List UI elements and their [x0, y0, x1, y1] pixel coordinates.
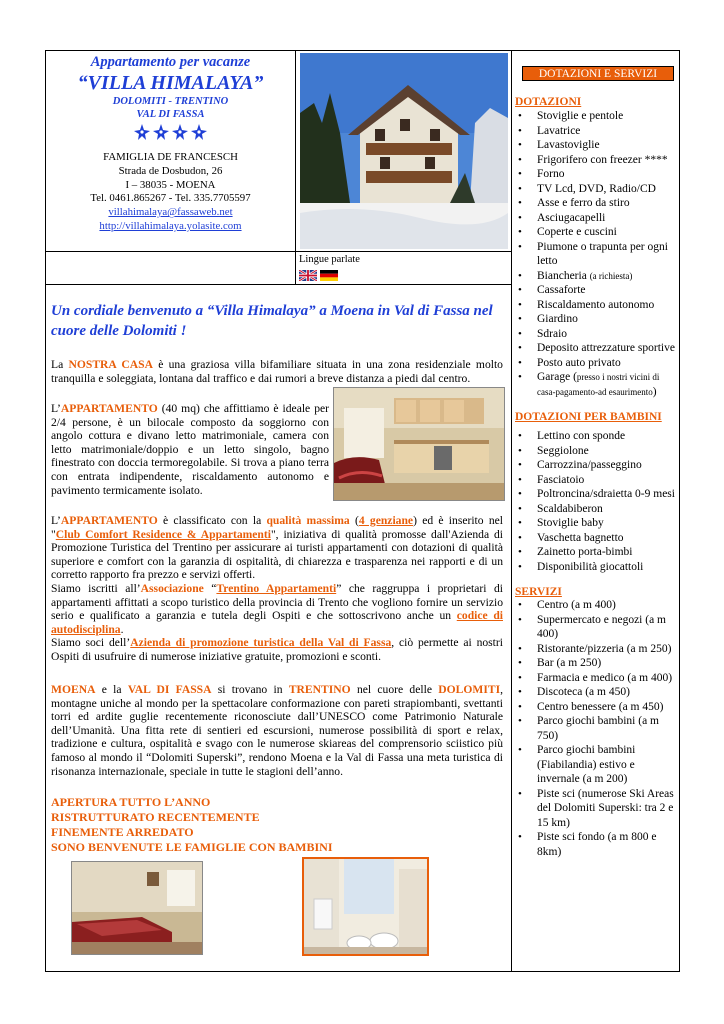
highlight-item: RISTRUTTURATO RECENTEMENTE	[51, 810, 260, 824]
dotazioni-heading: DOTAZIONI	[515, 96, 582, 108]
trentino-label: TRENTINO	[288, 683, 351, 696]
p1-highlight: NOSTRA CASA	[68, 358, 153, 371]
p2-a: L’	[51, 402, 61, 415]
highlights-list	[51, 795, 503, 855]
p4-a: Siamo iscritti all’	[51, 581, 141, 595]
biancheria-note: (a richiesta)	[589, 270, 633, 281]
germany-flag-icon	[320, 268, 338, 279]
list-item	[515, 269, 677, 284]
bambini-list	[515, 429, 677, 574]
p4-b: “	[203, 581, 217, 595]
list-item: • Deposito attrezzature sportive	[515, 341, 677, 356]
list-item: • Forno	[515, 167, 677, 182]
list-item: • Lavastoviglie	[515, 138, 677, 153]
street-address: Strada de Dosbudon, 26	[118, 164, 223, 177]
sidebar-content	[515, 96, 677, 859]
p3-highlight: APPARTAMENTO	[60, 514, 158, 527]
list-item: • Parco giochi bambini (a m 750)	[515, 714, 677, 743]
header-contact	[46, 54, 295, 234]
list-item: • Piste sci fondo (a m 800 e 8km)	[515, 830, 677, 859]
p3-b: è classificato con la	[157, 514, 267, 527]
p5-a: Siamo soci dell’	[51, 636, 131, 650]
moena-label: MOENA	[51, 683, 96, 696]
biancheria-text: Biancheria	[537, 269, 590, 282]
bedroom-photo	[71, 861, 203, 955]
list-item: • Poltroncina/sdraietta 0-9 mesi	[515, 487, 677, 502]
bambini-heading: DOTAZIONI PER BAMBINI	[515, 411, 662, 423]
list-item: • Asciugacapelli	[515, 211, 677, 226]
club-comfort-link[interactable]: Club Comfort Residence & Appartamenti	[55, 527, 271, 541]
list-item: • Seggiolone	[515, 444, 677, 459]
header-divider	[45, 251, 511, 252]
p3-a: L’	[51, 514, 61, 527]
p6-a: e la	[95, 683, 128, 696]
p3-c: (	[349, 514, 359, 527]
association-label: Associazione	[140, 581, 204, 595]
p3-d: ) ed è inserito nel "	[51, 514, 504, 541]
list-item: • Parco giochi bambini (Fiabilandia) estivo e invernale (a m 200)	[515, 743, 677, 787]
list-item: • Scaldabiberon	[515, 502, 677, 517]
sidebar-title	[522, 66, 674, 81]
kitchen-photo	[333, 387, 505, 501]
servizi-heading: SERVIZI	[515, 586, 562, 598]
city-address: I – 38035 - MOENA	[125, 178, 216, 191]
list-item: • Lavatrice	[515, 124, 677, 139]
list-item: • Sdraio	[515, 327, 677, 342]
p4-d: .	[120, 622, 124, 636]
list-item: • Riscaldamento autonomo	[515, 298, 677, 313]
p3-e: ", iniziativa di qualità promosse dall'Azienda di Promozione Turistica del Trentino per assicurare ai turisti appartamenti con dotazioni di qualità superiore e comfort con la garanzia di ospitalità, di chiarezza e trasparenza nei rapporti e di un corretto rapporto fra prezzo e servizi offerti.	[51, 527, 503, 582]
list-item: • Piumone o trapunta per ogni letto	[515, 240, 677, 269]
list-item: • Discoteca (a m 450)	[515, 685, 677, 700]
list-item: • Ristorante/pizzeria (a m 250)	[515, 642, 677, 657]
header-region-1: DOLOMITI - TRENTINO	[112, 96, 229, 107]
highlight-item: FINEMENTE ARREDATO	[51, 825, 194, 839]
paragraph-quality	[51, 514, 503, 664]
languages-divider	[45, 284, 511, 285]
villa-photo	[300, 53, 508, 249]
azienda-fassa-link[interactable]: Azienda di promozione turistica della Val di Fassa	[130, 636, 392, 650]
genziane-link[interactable]: 4 genziane	[358, 514, 414, 527]
header-region-2: VAL DI FASSA	[136, 109, 205, 120]
list-item: • Vaschetta bagnetto	[515, 531, 677, 546]
garage-text: Garage (	[537, 371, 577, 383]
highlight-item: SONO BENVENUTE LE FAMIGLIE CON BAMBINI	[51, 840, 333, 854]
p1-a: La	[51, 358, 69, 371]
list-item: • Stoviglie baby	[515, 516, 677, 531]
trentino-appartamenti-link[interactable]: Trentino Appartamenti	[216, 581, 337, 595]
list-item: • TV Lcd, DVD, Radio/CD	[515, 182, 677, 197]
p2-highlight: APPARTAMENTO	[60, 402, 158, 415]
list-item: • Disponibilità giocattoli	[515, 560, 677, 575]
list-item: • Frigorifero con freezer ****	[515, 153, 677, 168]
flower-stars-icon	[46, 123, 295, 143]
list-item: • Giardino	[515, 312, 677, 327]
p1-b: è una graziosa villa bifamiliare situata in una zona residenziale molto tranquilla e soleggiata, lontana dal traffico e dai rumori a breve distanza a piedi dal centro.	[51, 358, 503, 385]
quality-label: qualità massima	[266, 514, 350, 527]
list-item: • Coperte e cuscini	[515, 225, 677, 240]
p5-b: , ciò permette ai nostri Ospiti di usufruire di numerose iniziative gratuite, promozioni e sconti.	[51, 636, 503, 663]
page-title: “VILLA HIMALAYA”	[77, 72, 264, 94]
servizi-list	[515, 598, 677, 859]
sidebar-title-text: DOTAZIONI E SERVIZI	[538, 68, 658, 80]
welcome-heading: Un cordiale benvenuto a “Villa Himalaya” a Moena in Val di Fassa nel cuore delle Dolomiti !	[51, 303, 493, 339]
header-subtitle: Appartamento per vacanze	[90, 54, 251, 70]
list-item	[515, 370, 677, 399]
list-item: • Fasciatoio	[515, 473, 677, 488]
list-item: • Stoviglie e pentole	[515, 109, 677, 124]
list-item: • Bar (a m 250)	[515, 656, 677, 671]
list-item: • Lettino con sponde	[515, 429, 677, 444]
uk-flag-icon	[299, 268, 317, 279]
email-link[interactable]: villahimalaya@fassaweb.net	[108, 206, 233, 219]
list-item: • Centro benessere (a m 450)	[515, 700, 677, 715]
list-item: • Zainetto porta-bimbi	[515, 545, 677, 560]
p2-b: (40 mq) che affittiamo è ideale per 2/4 persone, è un bilocale composto da soggiorno con angolo cottura e divano letto matrimoniale, camera con letto matrimoniale/doppio e un letto singolo, bagno finestrato con doccia termoregolabile. Si trova a piano terra con entrata indipendente, riscaldamento autonomo e pavimento termicamente isolato.	[51, 402, 329, 497]
highlight-item: APERTURA TUTTO L’ANNO	[51, 795, 211, 809]
column-divider-sidebar	[511, 50, 512, 972]
list-item: • Piste sci (numerose Ski Areas del Dolomiti Superski: tra 2 e 15 km)	[515, 787, 677, 831]
p6-d: , montagne uniche al mondo per la spettacolare conformazione con pareti strapiombanti, svettanti torri ed ardite guglie recentemente riconosciute dall’UNESCO come Patrimonio Naturale dell’Umanità. Una fitta rete di sentieri ed escursioni, numerose possibilità di sport e relax, tradizione e cultura, ospitalità e svago con le numerose skiareas del comprensorio sciistico più famoso al mondo il “Dolomiti Superski”, rendono Moena e la Val di Fassa una meta turistica di risonanza internazionale, speciale in tutte le stagioni dell’anno.	[51, 683, 503, 778]
garage-note: presso i nostri vicini di casa-pagamento-ad esaurimento	[537, 372, 660, 397]
paragraph-moena	[51, 683, 503, 778]
val-di-fassa-label: VAL DI FASSA	[127, 683, 212, 696]
p6-c: nel cuore delle	[350, 683, 439, 696]
codice-autodisciplina-link[interactable]: codice di autodisciplina	[51, 609, 503, 636]
list-item: • Farmacia e medico (a m 400)	[515, 671, 677, 686]
column-divider-header	[295, 50, 296, 284]
dolomiti-label: DOLOMITI	[438, 683, 501, 696]
languages-label: Lingue parlate	[299, 254, 360, 265]
list-item: • Asse e ferro da stiro	[515, 196, 677, 211]
list-item: • Centro (a m 400)	[515, 598, 677, 613]
bathroom-photo	[302, 857, 429, 956]
list-item: • Supermercato e negozi (a m 400)	[515, 613, 677, 642]
website-link[interactable]: http://villahimalaya.yolasite.com	[99, 219, 242, 232]
dotazioni-list	[515, 109, 677, 399]
phone-numbers: Tel. 0461.865267 - Tel. 335.7705597	[90, 192, 251, 205]
paragraph-house	[51, 358, 503, 385]
garage-end: )	[652, 385, 657, 398]
list-item: • Carrozzina/passeggino	[515, 458, 677, 473]
family-name: FAMIGLIA DE FRANCESCH	[103, 151, 238, 163]
list-item: • Posto auto privato	[515, 356, 677, 371]
list-item: • Cassaforte	[515, 283, 677, 298]
p4-c: ” che raggruppa i proprietari di appartamenti affittati a scopo turistico della provincia di Trento che vogliono fornire un servizio serio e qualificato a garanzia e tutela degli Ospiti e che sottoscrivono anche un	[51, 581, 503, 623]
paragraph-apartment	[51, 402, 329, 497]
p6-b: si trovano in	[211, 683, 289, 696]
